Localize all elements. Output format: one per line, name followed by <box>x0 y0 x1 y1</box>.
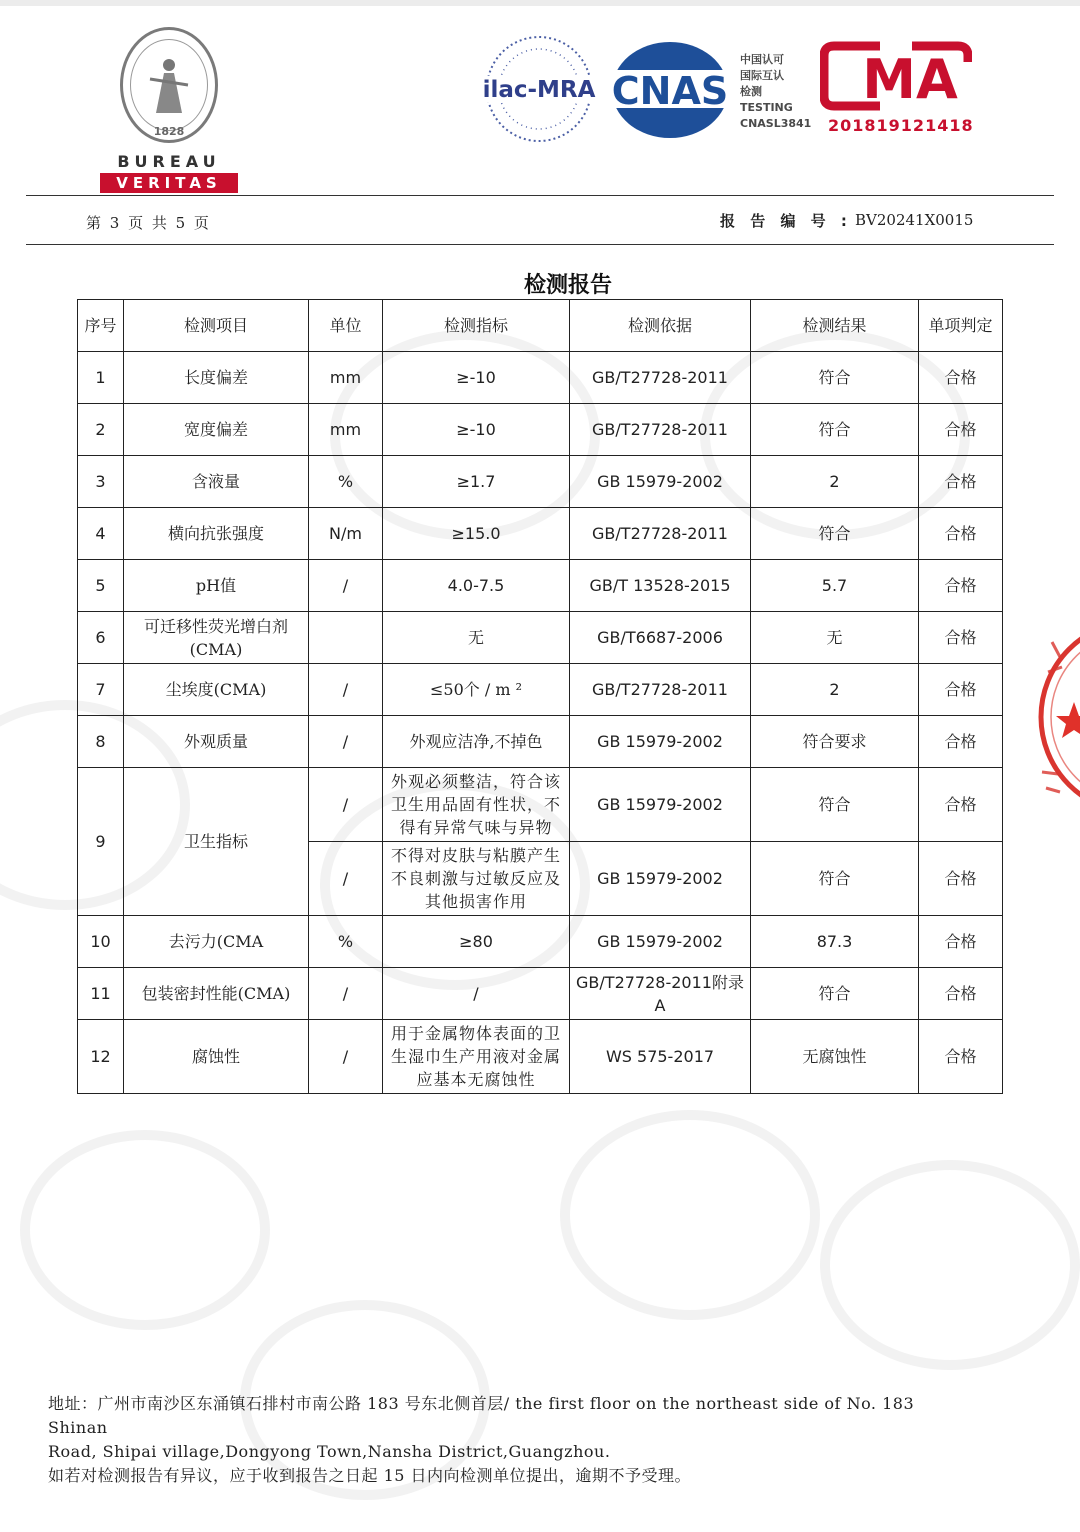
cell-no: 3 <box>78 456 124 508</box>
cell-no: 11 <box>78 968 124 1020</box>
official-seal-stamp <box>1032 612 1080 822</box>
cell-index: ≥-10 <box>383 352 570 404</box>
cell-item: 宽度偏差 <box>124 404 309 456</box>
cell-basis: GB/T27728-2011 <box>570 508 751 560</box>
cell-basis: GB 15979-2002 <box>570 456 751 508</box>
table-row <box>78 1020 1003 1094</box>
table-row <box>78 968 1003 1020</box>
cell-index: ≤50个 / m ² <box>383 664 570 716</box>
cma-number: 201819121418 <box>828 116 974 135</box>
cell-item: 腐蚀性 <box>124 1020 309 1094</box>
cell-unit: / <box>309 560 383 612</box>
cell-unit: / <box>309 842 383 916</box>
report-no-value: BV20241X0015 <box>855 211 974 229</box>
cell-result: 5.7 <box>751 560 919 612</box>
cell-no: 9 <box>78 768 124 916</box>
cell-unit: % <box>309 916 383 968</box>
table-row <box>78 352 1003 404</box>
report-no-label: 报 告 编 号 : <box>720 212 852 230</box>
watermark-seal <box>820 1160 1080 1370</box>
cell-result: 符合 <box>751 404 919 456</box>
cell-result: 无腐蚀性 <box>751 1020 919 1094</box>
table-row <box>78 508 1003 560</box>
footer <box>48 1392 1048 1488</box>
cell-result: 符合 <box>751 968 919 1020</box>
table-row <box>78 560 1003 612</box>
cell-basis: WS 575-2017 <box>570 1020 751 1094</box>
table-row <box>78 664 1003 716</box>
cell-no: 4 <box>78 508 124 560</box>
cell-index: 不得对皮肤与粘膜产生不良刺激与过敏反应及其他损害作用 <box>383 842 570 916</box>
header-rule-top <box>26 195 1054 196</box>
header-rule-bottom <box>26 244 1054 245</box>
cell-item: 去污力(CMA <box>124 916 309 968</box>
header-cell: 检测指标 <box>383 300 570 352</box>
cell-result: 符合 <box>751 352 919 404</box>
cell-verdict: 合格 <box>919 1020 1003 1094</box>
cell-unit: N/m <box>309 508 383 560</box>
cell-index: ≥-10 <box>383 404 570 456</box>
cell-no: 10 <box>78 916 124 968</box>
cell-item: 尘埃度(CMA) <box>124 664 309 716</box>
watermark-seal <box>560 1110 820 1320</box>
table-row <box>78 768 1003 842</box>
cnas-caption-line: 检测 <box>740 85 762 98</box>
cell-verdict: 合格 <box>919 842 1003 916</box>
cell-basis: GB 15979-2002 <box>570 768 751 842</box>
ilac-mra-logo <box>478 30 600 148</box>
cell-basis: GB/T27728-2011 <box>570 664 751 716</box>
results-table <box>77 299 1003 1094</box>
cell-index: 外观必须整洁，符合该卫生用品固有性状，不得有异常气味与异物 <box>383 768 570 842</box>
cell-result: 87.3 <box>751 916 919 968</box>
cell-item: 横向抗张强度 <box>124 508 309 560</box>
cell-verdict: 合格 <box>919 916 1003 968</box>
cell-no: 5 <box>78 560 124 612</box>
cell-item: 可迁移性荧光增白剂(CMA) <box>124 612 309 664</box>
cell-basis: GB/T 13528-2015 <box>570 560 751 612</box>
cell-index: ≥80 <box>383 916 570 968</box>
cell-index: 无 <box>383 612 570 664</box>
cell-unit: / <box>309 968 383 1020</box>
cell-verdict: 合格 <box>919 560 1003 612</box>
cell-no: 7 <box>78 664 124 716</box>
cell-no: 6 <box>78 612 124 664</box>
cell-verdict: 合格 <box>919 612 1003 664</box>
bv-brand-bureau: BUREAU <box>100 152 238 171</box>
cell-index: 4.0-7.5 <box>383 560 570 612</box>
header-cell: 检测依据 <box>570 300 751 352</box>
ilac-text: ilac-MRA <box>482 77 596 103</box>
cell-unit: / <box>309 1020 383 1094</box>
cell-unit: mm <box>309 352 383 404</box>
cell-item: 包装密封性能(CMA) <box>124 968 309 1020</box>
cnas-caption <box>740 52 820 132</box>
header-cell: 单位 <box>309 300 383 352</box>
cell-unit: / <box>309 716 383 768</box>
cell-no: 2 <box>78 404 124 456</box>
bureau-veritas-logo <box>98 25 240 195</box>
cnas-caption-line: TESTING <box>740 101 793 114</box>
cell-result: 符合 <box>751 508 919 560</box>
cell-unit: / <box>309 664 383 716</box>
bv-figure-icon <box>146 55 192 115</box>
cell-result: 2 <box>751 456 919 508</box>
footer-address-line2: Shinan <box>48 1418 108 1437</box>
cell-unit: / <box>309 768 383 842</box>
cell-no: 8 <box>78 716 124 768</box>
header-cell: 单项判定 <box>919 300 1003 352</box>
cell-basis: GB 15979-2002 <box>570 716 751 768</box>
cell-result: 2 <box>751 664 919 716</box>
cell-basis: GB/T27728-2011附录A <box>570 968 751 1020</box>
cnas-caption-line: CNASL3841 <box>740 117 812 130</box>
page-info: 第 3 页 共 5 页 <box>86 214 211 232</box>
cell-verdict: 合格 <box>919 456 1003 508</box>
report-title: 检测报告 <box>523 273 612 298</box>
cell-verdict: 合格 <box>919 768 1003 842</box>
table-header-row <box>78 300 1003 352</box>
cell-index: ≥15.0 <box>383 508 570 560</box>
header-cell: 检测项目 <box>124 300 309 352</box>
watermark-seal <box>20 1130 270 1330</box>
cell-index: ≥1.7 <box>383 456 570 508</box>
cell-basis: GB 15979-2002 <box>570 842 751 916</box>
table-row <box>78 404 1003 456</box>
cell-verdict: 合格 <box>919 716 1003 768</box>
table-row <box>78 716 1003 768</box>
cell-basis: GB/T27728-2011 <box>570 404 751 456</box>
cell-index: 用于金属物体表面的卫生湿巾生产用液对金属应基本无腐蚀性 <box>383 1020 570 1094</box>
cell-item: 长度偏差 <box>124 352 309 404</box>
cell-result: 符合要求 <box>751 716 919 768</box>
footer-address-line3: Road, Shipai village,Dongyong Town,Nansha District,Guangzhou. <box>48 1442 611 1461</box>
cell-verdict: 合格 <box>919 508 1003 560</box>
cnas-caption-line: 国际互认 <box>740 69 784 82</box>
cnas-caption-line: 中国认可 <box>740 53 784 66</box>
cnas-text: CNAS <box>611 69 729 113</box>
cell-verdict: 合格 <box>919 352 1003 404</box>
cell-unit: mm <box>309 404 383 456</box>
cell-unit <box>309 612 383 664</box>
cell-result: 无 <box>751 612 919 664</box>
cell-no: 1 <box>78 352 124 404</box>
table-row <box>78 916 1003 968</box>
cell-index: 外观应洁净,不掉色 <box>383 716 570 768</box>
header-cell: 序号 <box>78 300 124 352</box>
cell-index: / <box>383 968 570 1020</box>
cell-item: 卫生指标 <box>124 768 309 916</box>
cell-result: 符合 <box>751 768 919 842</box>
cell-basis: GB/T6687-2006 <box>570 612 751 664</box>
cell-no: 12 <box>78 1020 124 1094</box>
cell-item: pH值 <box>124 560 309 612</box>
cell-verdict: 合格 <box>919 968 1003 1020</box>
cell-unit: % <box>309 456 383 508</box>
cell-result: 符合 <box>751 842 919 916</box>
footer-notice: 如若对检测报告有异议，应于收到报告之日起 15 日内向检测单位提出，逾期不予受理。 <box>48 1466 692 1485</box>
bv-year: 1828 <box>153 125 185 138</box>
table-row <box>78 612 1003 664</box>
table-row <box>78 456 1003 508</box>
cell-basis: GB 15979-2002 <box>570 916 751 968</box>
footer-address-line1: 地址：广州市南沙区东涌镇石排村市南公路 183 号东北侧首层/ the first floor on the northeast side of No. 183 <box>48 1394 915 1413</box>
cell-item: 含液量 <box>124 456 309 508</box>
header-cell: 检测结果 <box>751 300 919 352</box>
cell-basis: GB/T27728-2011 <box>570 352 751 404</box>
bv-brand-veritas: VERITAS <box>100 173 238 193</box>
cell-item: 外观质量 <box>124 716 309 768</box>
cell-verdict: 合格 <box>919 664 1003 716</box>
top-band <box>0 0 1080 6</box>
cma-text: MA <box>862 48 958 111</box>
cnas-logo <box>608 40 732 140</box>
cell-verdict: 合格 <box>919 404 1003 456</box>
